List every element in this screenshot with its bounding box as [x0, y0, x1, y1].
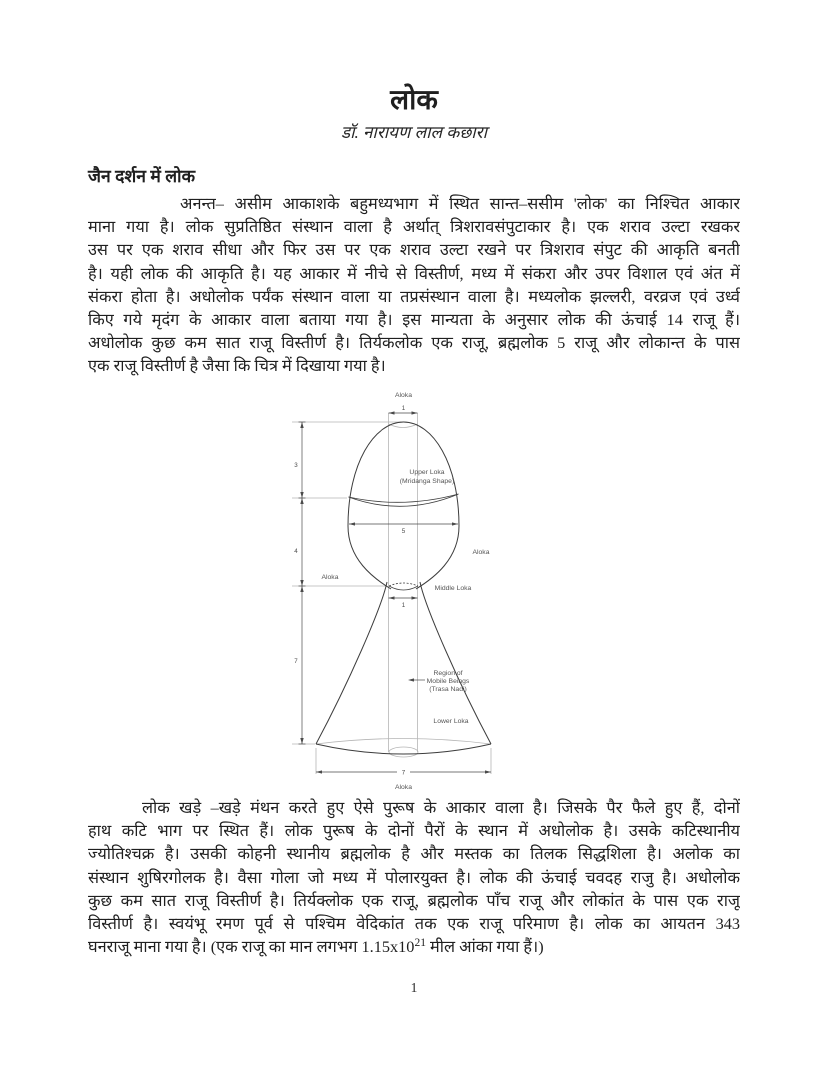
- dim-upper-width: 5: [401, 528, 406, 535]
- page-number: 1: [410, 980, 418, 995]
- waist-front-arc: [389, 586, 418, 590]
- para2-line-6: विस्तीर्ण है। स्वयंभू रमण पूर्व से पश्चिम वेदिकांत तक एक राजू परिमाण है। लोक का आयतन 343: [88, 913, 740, 933]
- para1-line-6: किए गये मृदंग के आकार वाला बताया गया है। इस मान्यता के अनुसार लोक की ऊंचाई 14 राजू हैं।: [88, 309, 740, 329]
- paragraph-2: [88, 796, 740, 958]
- para2-line-3: ज्योतिश्चक्र है। उसकी कोहनी स्थानीय ब्रह्मलोक है और मस्तक का तिलक सिद्धशिला है। अलोक का: [88, 844, 740, 864]
- para2-line-7-text: घनराजू माना गया है। (एक राजू का मान लगभग 1.15x10: [88, 937, 415, 957]
- upper-loka-left-edge: [348, 422, 404, 589]
- paragraph-1: [88, 192, 740, 378]
- label-aloka-right: Aloka: [472, 549, 490, 556]
- base-front-arc: [316, 744, 491, 754]
- label-lower-loka: Lower Loka: [433, 718, 469, 725]
- region-pointer-arrow: [408, 678, 414, 681]
- para1-line-2: माना गया है। लोक सुप्रतिष्ठित संस्थान वाला है अर्थात् त्रिशरावसंपुटाकार है। एक शराव उल्टा रखकर: [88, 217, 740, 237]
- author-line: डॉ. नारायण लाल कछारा: [340, 123, 488, 142]
- para1-line-8: एक राजू विस्तीर्ण है जैसा कि चित्र में दिखाया गया है।: [88, 356, 386, 376]
- para2-line-7: [88, 935, 740, 958]
- dim-middle-height: 4: [294, 548, 298, 555]
- para2-line-7-tail: मील आंका गया हैं।): [425, 937, 544, 957]
- para2-line-5: कुछ कम सात राजू विस्तीर्ण है। तिर्यक्लोक एक राजू, ब्रह्मलोक पाँच राजू और लोकांत के पास एक राजू: [88, 890, 740, 910]
- para1-line-4: है। यही लोक की आकृति है। यह आकार में नीचे से विस्तीर्ण, मध्य में संकरा और उपर विशाल एवं अंत में: [88, 263, 740, 283]
- raju-exponent: 21: [414, 937, 426, 950]
- para2-line-2: हाथ कटि भाग पर स्थित हैं। लोक पुरूष के दोनों पैरों के स्थान में अधोलोक है। उसके कटिस्थानीय: [88, 821, 740, 841]
- waist-back-arc: [389, 583, 418, 586]
- para2-line-1: लोक खड़े –खड़े मंथन करते हुए ऐसे पुरूष के आकार वाला है। जिसके पैर फैले हुए हैं, दोनों: [142, 798, 740, 817]
- label-aloka-left: Aloka: [321, 574, 339, 581]
- dim-bottom-width: 7: [401, 769, 406, 777]
- upper-rim-back-arc: [349, 494, 459, 502]
- label-region-3: (Trasa Nadi): [429, 686, 467, 693]
- label-region-2: Mobile Beings: [426, 678, 470, 685]
- label-region-1: Region of: [433, 670, 463, 677]
- label-aloka-top: Aloka: [394, 392, 413, 399]
- section-heading: जैन दर्शन में लोक: [88, 166, 196, 186]
- label-aloka-bottom: Aloka: [394, 784, 413, 791]
- lower-loka-left-edge: [316, 582, 387, 744]
- label-upper-loka-1: Upper Loka: [409, 469, 445, 476]
- dim-lower-height: 7: [294, 658, 298, 665]
- page-title: लोक: [390, 85, 438, 116]
- label-upper-loka-2: (Mridanga Shape): [399, 478, 455, 485]
- para2-line-4: संस्थान शुषिरगोलक है। वैसा गोला जो मध्य में पोलारयुक्त है। लोक की ऊंचाई चवदह राजु है। अधोलोक: [88, 867, 740, 887]
- label-middle-loka: Middle Loka: [434, 585, 472, 592]
- dim-waist-width: 1: [401, 602, 406, 609]
- dim-upper-height: 3: [294, 462, 298, 469]
- para1-line-3: उस पर एक शराव सीधा और फिर उस पर एक शराव उल्टा रखने पर त्रिशराव संपुट की आकृति बनती: [88, 240, 740, 260]
- loka-diagram: [270, 386, 560, 798]
- diagram-labels: [294, 392, 489, 791]
- para1-line-5: संकरा होता है। अधोलोक पर्यंक संस्थान वाला या तप्रसंस्थान वाला है। मध्यलोक झल्लरी, वरव्रज एवं उर्ध्व: [88, 286, 740, 306]
- para1-line-1: अनन्त– असीम आकाशके बहुमध्यभाग में स्थित सान्त–ससीम 'लोक' का निश्चित आकार: [180, 194, 740, 213]
- para1-line-7: अधोलोक कुछ कम सात राजू विस्तीर्ण है। तिर्यकलोक एक राजू, ब्रह्मलोक 5 राजू और लोकान्त के पास: [88, 333, 740, 353]
- dim-top-width: 1: [401, 405, 406, 412]
